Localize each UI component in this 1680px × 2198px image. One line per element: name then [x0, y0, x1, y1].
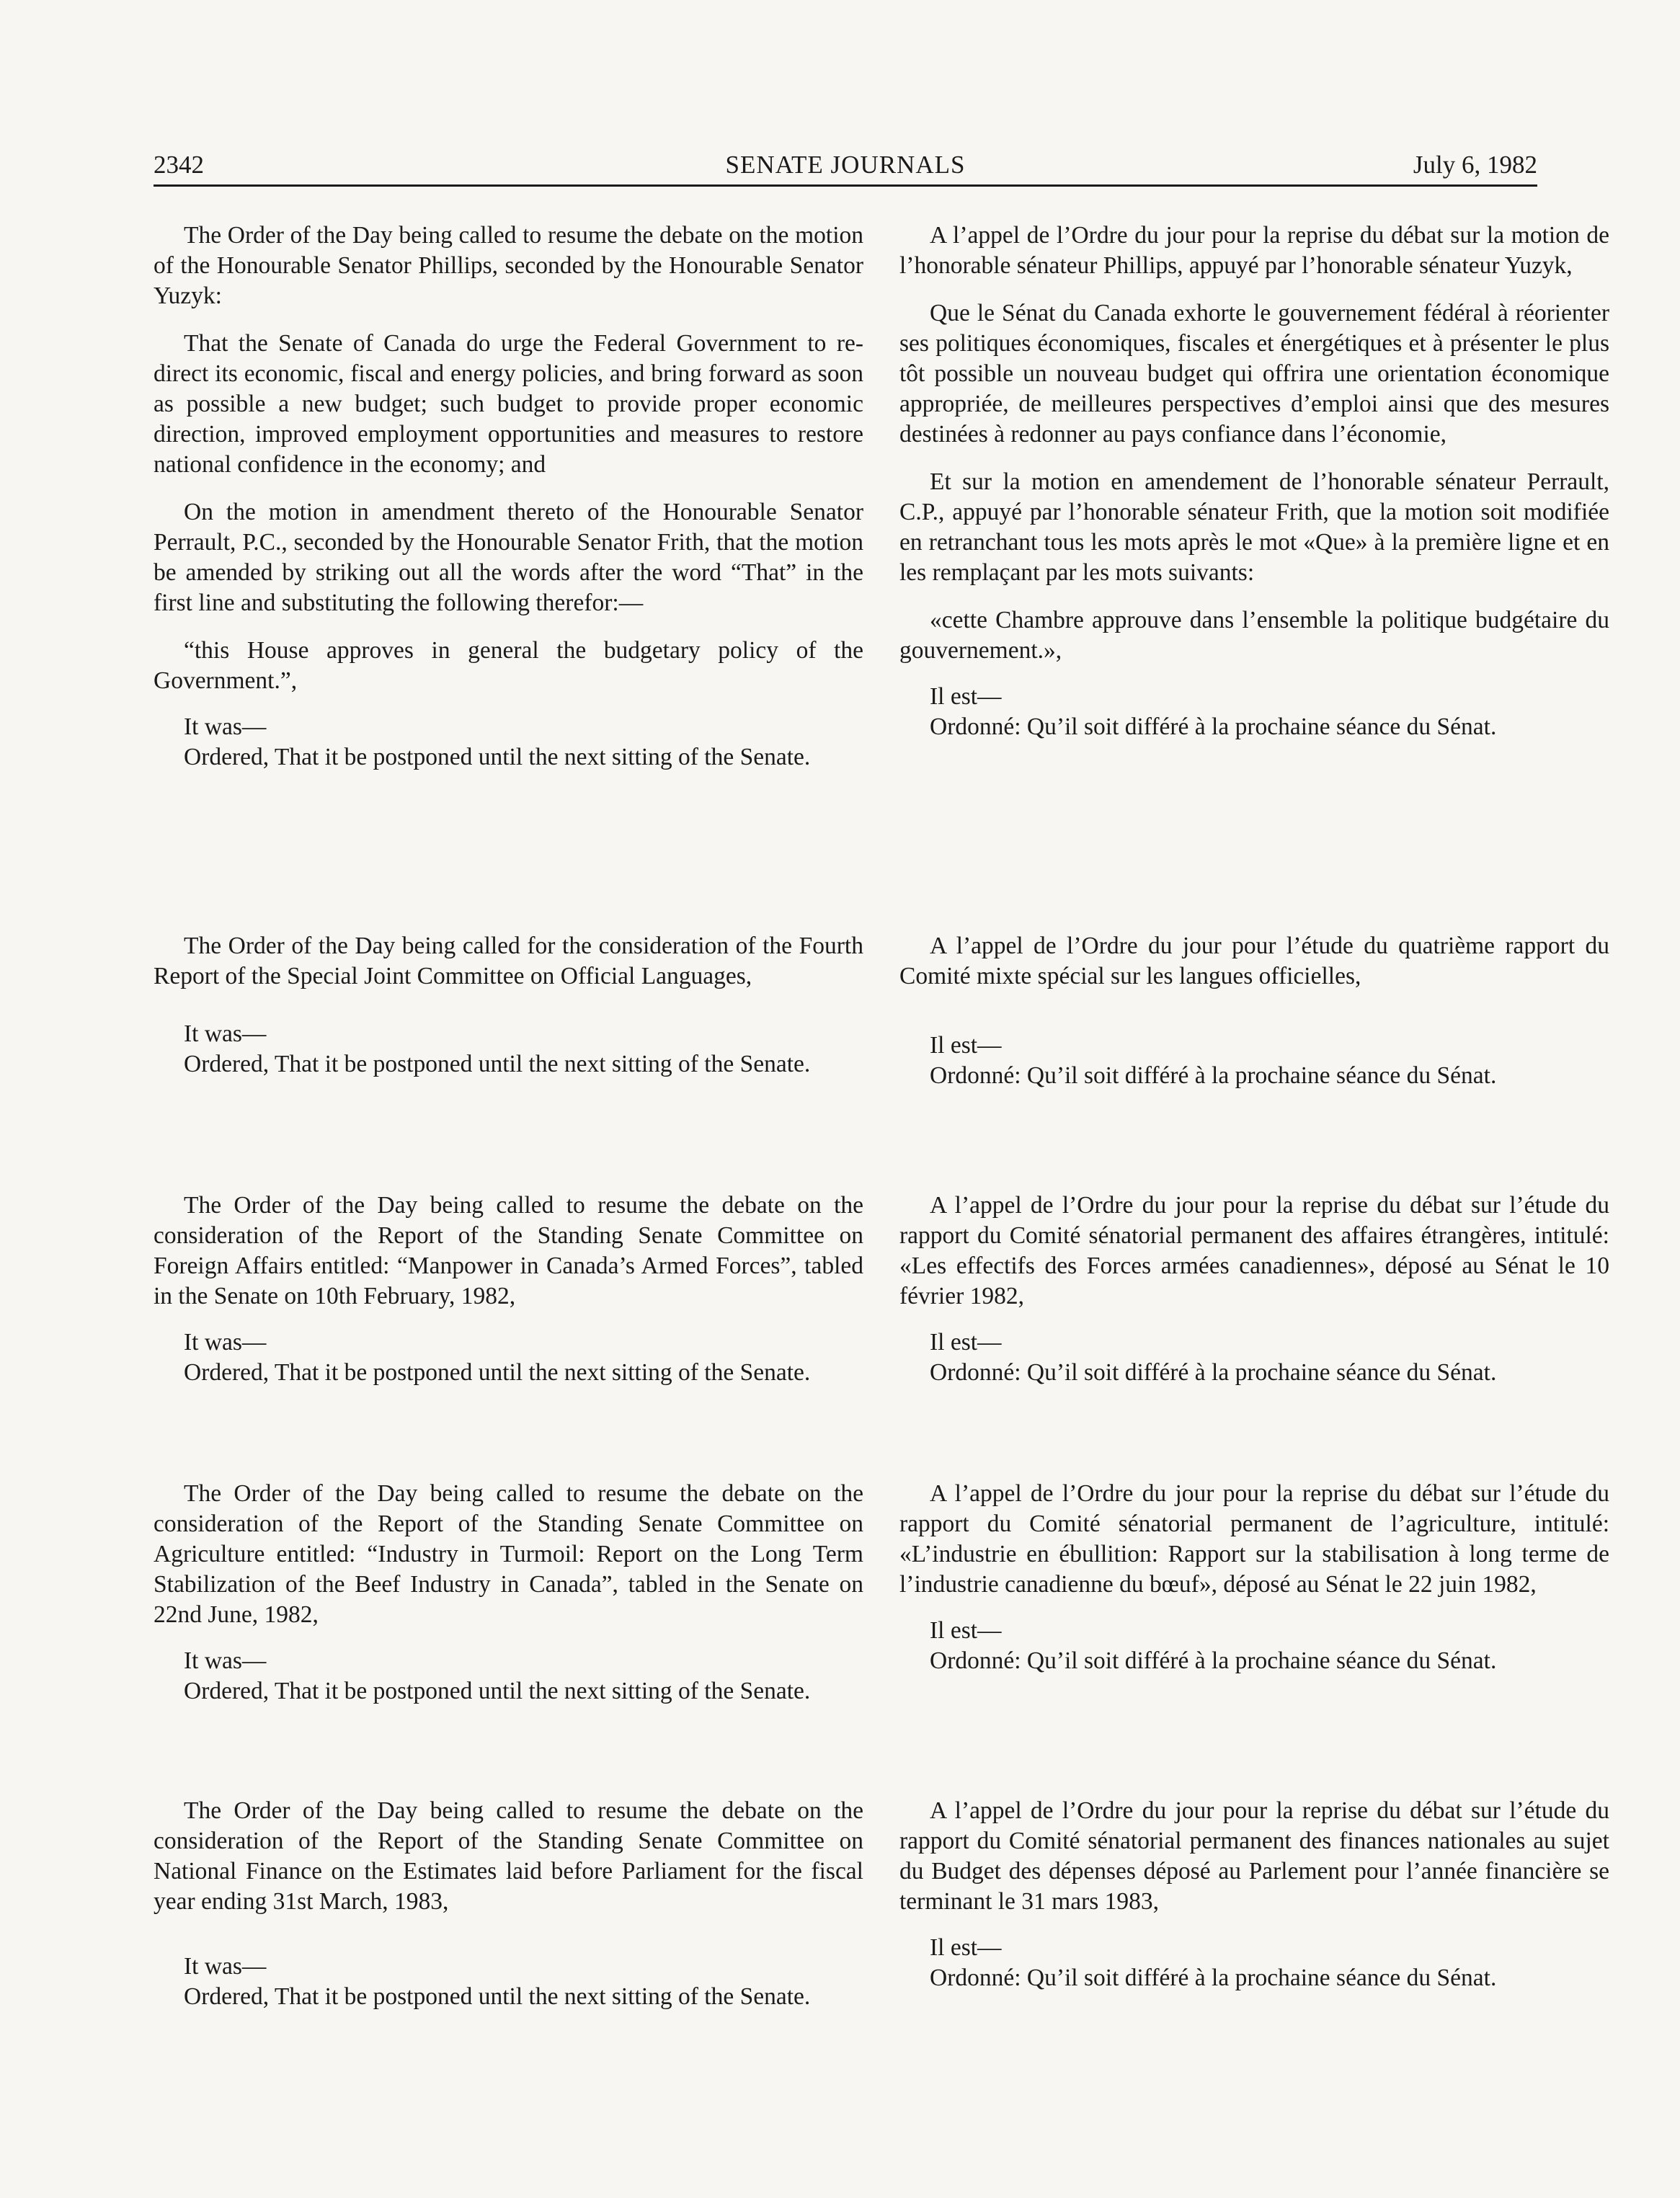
- page-header: [154, 146, 1537, 184]
- english-paragraph: On the motion in amendment thereto of the Honourable Senator Perrault, P.C., seconded by the Honourable Senator Frith, that the motion be amended by striking out all the words after the word “That” in the first line and substituting the following therefor:—: [154, 499, 863, 616]
- english-section-2: [154, 931, 863, 1080]
- french-ordonne: Ordonné: Qu’il soit différé à la prochaine séance du Sénat.: [930, 713, 1497, 740]
- french-il-est: Il est—: [930, 1617, 1002, 1644]
- french-paragraph: A l’appel de l’Ordre du jour pour l’étude du quatrième rapport du Comité mixte spécial sur les langues officielles,: [899, 933, 1609, 989]
- english-ordered: Ordered, That it be postponed until the next sitting of the Senate.: [184, 1983, 811, 2010]
- english-section-1: [154, 221, 863, 773]
- french-il-est: Il est—: [930, 1032, 1002, 1059]
- english-section-3: [154, 1191, 863, 1388]
- english-it-was: It was—: [184, 1647, 267, 1674]
- english-it-was: It was—: [184, 1953, 267, 1980]
- journal-title: SENATE JOURNALS: [725, 151, 966, 179]
- french-ordonne: Ordonné: Qu’il soit différé à la prochaine séance du Sénat.: [930, 1062, 1497, 1089]
- french-ordonne: Ordonné: Qu’il soit différé à la prochaine séance du Sénat.: [930, 1359, 1497, 1386]
- french-paragraph: A l’appel de l’Ordre du jour pour la reprise du débat sur l’étude du rapport du Comité sénatorial permanent des finances nationales au sujet du Budget des dépenses déposé au Parlement pour l’année financière se terminant le 31 mars 1983,: [899, 1797, 1609, 1915]
- english-paragraph: The Order of the Day being called for the consideration of the Fourth Report of the Special Joint Committee on Official Languages,: [154, 933, 863, 989]
- english-it-was: It was—: [184, 713, 267, 740]
- journal-date: July 6, 1982: [1413, 151, 1537, 179]
- french-ordonne: Ordonné: Qu’il soit différé à la prochaine séance du Sénat.: [930, 1965, 1497, 1991]
- french-ordonne: Ordonné: Qu’il soit différé à la prochaine séance du Sénat.: [930, 1647, 1497, 1674]
- french-section-4: [899, 1479, 1609, 1676]
- english-ordered: Ordered, That it be postponed until the next sitting of the Senate.: [184, 744, 811, 770]
- french-il-est: Il est—: [930, 1934, 1002, 1961]
- page-number: 2342: [154, 151, 204, 179]
- english-paragraph: The Order of the Day being called to resume the debate on the motion of the Honourable Senator Phillips, seconded by the Honourable Senator Yuzyk:: [154, 222, 863, 309]
- english-it-was: It was—: [184, 1020, 267, 1047]
- english-paragraph: The Order of the Day being called to resume the debate on the consideration of the Report of the Standing Senate Committee on National Finance on the Estimates laid before Parliament for the fiscal year ending 31st March, 1983,: [154, 1797, 863, 1915]
- french-paragraph: A l’appel de l’Ordre du jour pour la reprise du débat sur l’étude du rapport du Comité sénatorial permanent des affaires étrangères, intitulé: «Les effectifs des Forces armées canadiennes», déposé au Sénat le 10 février 1982,: [899, 1192, 1609, 1309]
- french-paragraph: A l’appel de l’Ordre du jour pour la reprise du débat sur l’étude du rapport du Comité sénatorial permanent de l’agriculture, intitulé: «L’industrie en ébullition: Rapport sur la stabilisation à long terme de l’industrie canadienne du bœuf», déposé au Sénat le 22 juin 1982,: [899, 1480, 1609, 1598]
- english-ordered: Ordered, That it be postponed until the next sitting of the Senate.: [184, 1051, 811, 1077]
- english-paragraph: The Order of the Day being called to resume the debate on the consideration of the Report of the Standing Senate Committee on Foreign Affairs entitled: “Manpower in Canada’s Armed Forces”, tabled in the Senate on 10th February, 1982,: [154, 1192, 863, 1309]
- french-section-5: [899, 1796, 1609, 1993]
- french-paragraph: Que le Sénat du Canada exhorte le gouvernement fédéral à réorienter ses politiques économiques, fiscales et énergétiques et à présenter le plus tôt possible un nouveau budget qui offrira une orientation économique appropriée, de meilleures perspectives d’emploi ainsi que des mesures destinées à redonner au pays confiance dans l’économie,: [899, 300, 1609, 448]
- header-rule: [154, 184, 1537, 187]
- french-paragraph: Et sur la motion en amendement de l’honorable sénateur Perrault, C.P., appuyé par l’honorable sénateur Frith, que la motion soit modifiée en retranchant tous les mots après le mot «Que» à la première ligne et en les remplaçant par les mots suivants:: [899, 468, 1609, 586]
- english-paragraph: The Order of the Day being called to resume the debate on the consideration of the Report of the Standing Senate Committee on Agriculture entitled: “Industry in Turmoil: Report on the Long Term Stabilization of the Beef Industry in Canada”, tabled in the Senate on 22nd June, 1982,: [154, 1480, 863, 1628]
- english-ordered: Ordered, That it be postponed until the next sitting of the Senate.: [184, 1678, 811, 1704]
- french-section-2: [899, 931, 1609, 1091]
- french-il-est: Il est—: [930, 683, 1002, 710]
- english-ordered: Ordered, That it be postponed until the next sitting of the Senate.: [184, 1359, 811, 1386]
- french-il-est: Il est—: [930, 1329, 1002, 1356]
- french-paragraph: «cette Chambre approuve dans l’ensemble la politique budgétaire du gouvernement.»,: [899, 607, 1609, 664]
- english-section-4: [154, 1479, 863, 1707]
- french-section-3: [899, 1191, 1609, 1388]
- english-section-5: [154, 1796, 863, 2012]
- english-paragraph: “this House approves in general the budgetary policy of the Government.”,: [154, 637, 863, 694]
- french-paragraph: A l’appel de l’Ordre du jour pour la reprise du débat sur la motion de l’honorable sénateur Phillips, appuyé par l’honorable sénateur Yuzyk,: [899, 222, 1609, 279]
- english-paragraph: That the Senate of Canada do urge the Federal Government to re-direct its economic, fiscal and energy policies, and bring forward as soon as possible a new budget; such budget to provide proper economic direction, improved employment opportunities and measures to restore national confidence in the economy; and: [154, 330, 863, 478]
- english-it-was: It was—: [184, 1329, 267, 1356]
- french-section-1: [899, 221, 1609, 742]
